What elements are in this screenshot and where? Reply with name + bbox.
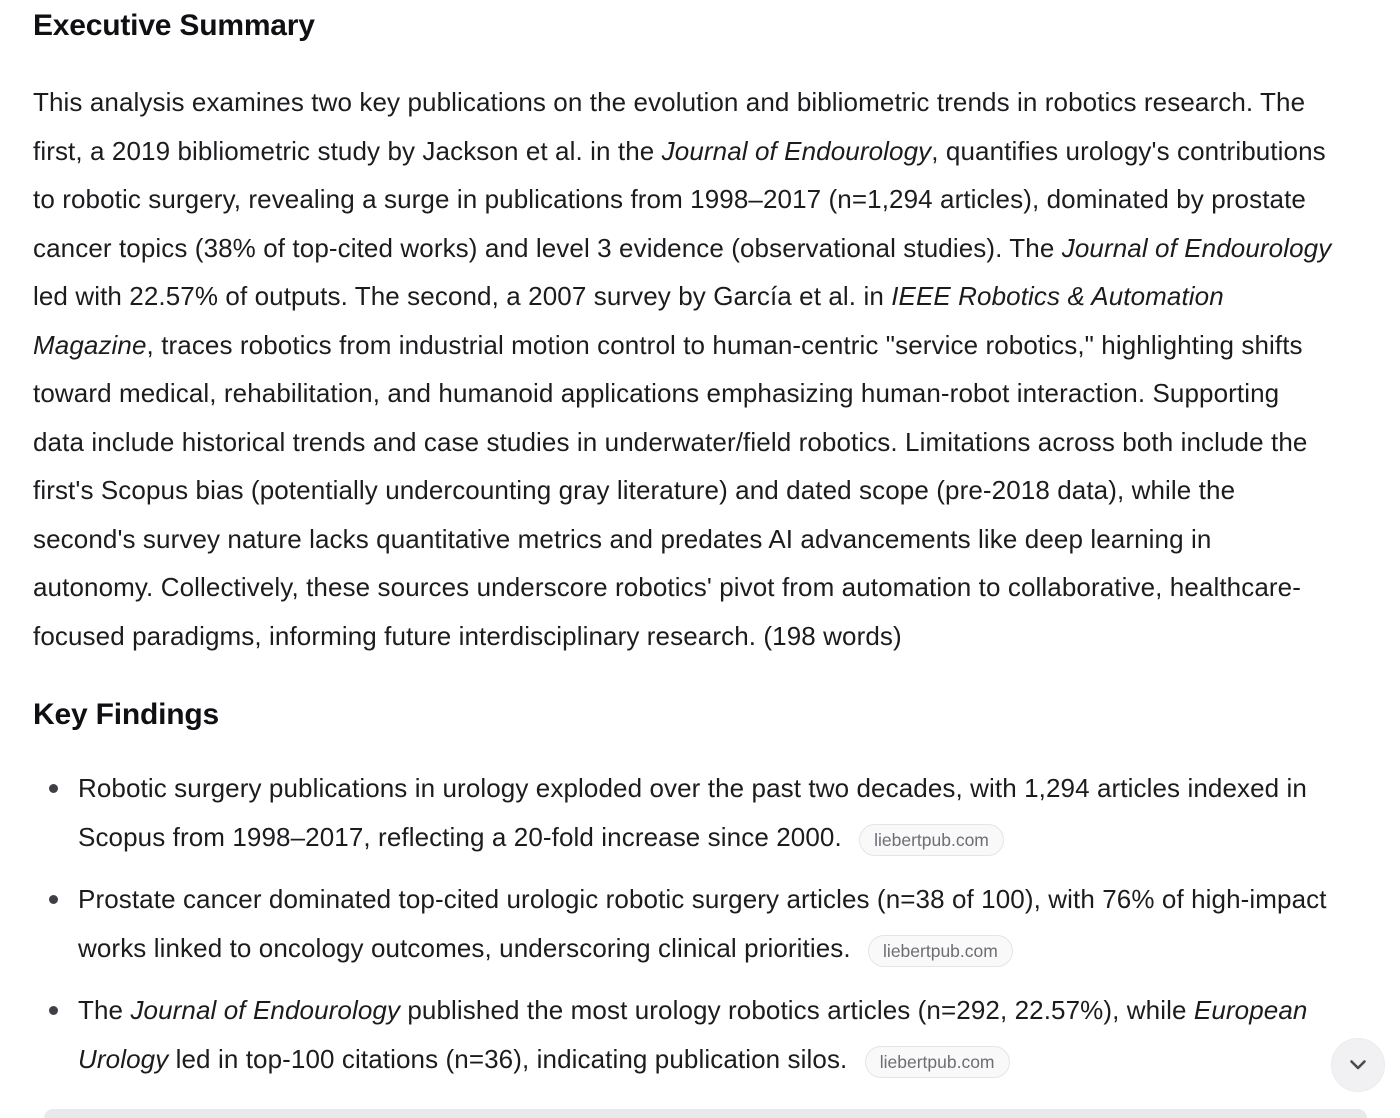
scroll-down-button[interactable] — [1331, 1038, 1385, 1092]
finding-text: Robotic surgery publications in urology exploded over the past two decades, with 1,294 articles indexed in Scopus from 1998–2017, reflecting a 20-fold increase since 2000. — [78, 773, 1307, 852]
executive-summary-heading: Executive Summary — [33, 9, 315, 42]
finding-text: Prostate cancer dominated top-cited urologic robotic surgery articles (n=38 of 100), with 76% of high-impact works linked to oncology outcomes, underscoring clinical priorities. — [78, 884, 1327, 963]
key-findings-heading: Key Findings — [33, 698, 219, 731]
key-findings-list — [33, 764, 1335, 1083]
message-input-top-edge[interactable] — [44, 1109, 1367, 1118]
finding-item — [33, 875, 1335, 972]
bullet-dot-icon — [49, 895, 58, 904]
source-pill[interactable]: liebertpub.com — [859, 824, 1004, 856]
finding-text: The Journal of Endourology published the most urology robotics articles (n=292, 22.57%), while European Urology led in top-100 citations (n=36), indicating publication silos. — [78, 995, 1308, 1074]
bullet-dot-icon — [49, 784, 58, 793]
source-pill[interactable]: liebertpub.com — [868, 935, 1013, 967]
finding-item — [33, 986, 1335, 1083]
bullet-dot-icon — [49, 1006, 58, 1015]
finding-item — [33, 764, 1335, 861]
source-pill[interactable]: liebertpub.com — [865, 1046, 1010, 1078]
executive-summary-paragraph: This analysis examines two key publications on the evolution and bibliometric trends in robotics research. The first, a 2019 bibliometric study by Jackson et al. in the Journal of Endourology, quantifies urology's contributions to robotic surgery, revealing a surge in publications from 1998–2017 (n=1,294 articles), dominated by prostate cancer topics (38% of top-cited works) and level 3 evidence (observational studies). The Journal of Endourology led with 22.57% of outputs. The second, a 2007 survey by García et al. in IEEE Robotics & Automation Magazine, traces robotics from industrial motion control to human-centric "service robotics," highlighting shifts toward medical, rehabilitation, and humanoid applications emphasizing human-robot interaction. Supporting data include historical trends and case studies in underwater/field robotics. Limitations across both include the first's Scopus bias (potentially undercounting gray literature) and dated scope (pre-2018 data), while the second's survey nature lacks quantitative metrics and predates AI advancements like deep learning in autonomy. Collectively, these sources underscore robotics' pivot from automation to collaborative, healthcare-focused paradigms, informing future interdisciplinary research. (198 words) — [33, 87, 1332, 651]
chevron-down-icon — [1345, 1052, 1371, 1078]
